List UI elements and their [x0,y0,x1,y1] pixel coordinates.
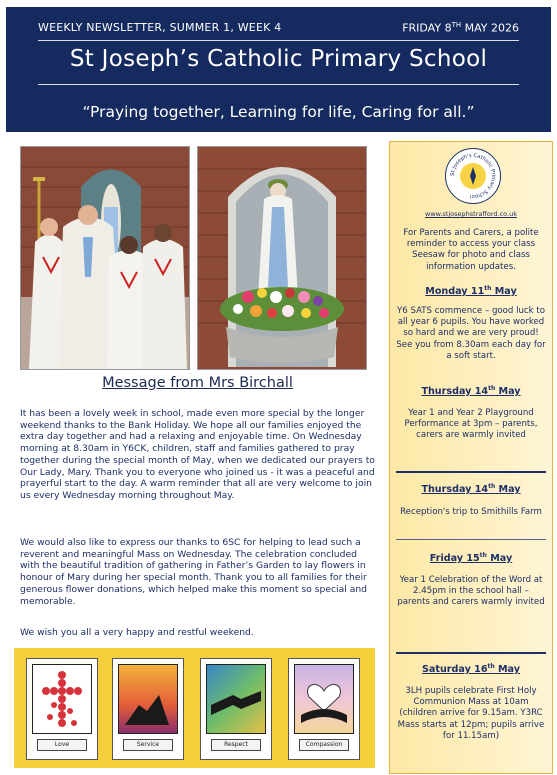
message-paragraph-2: We would also like to express our thanks to 6SC for helping to lead such a reverent and meaningful Mass on Wednesday. The celebration concluded with the beautiful tradition of gathering in Father’s Garden to lay flowers in honour of Mary during her special month. Thank you to all families for their generous flower donations, which helped make this moment so special and memorable. [20,537,367,607]
event-1-suffix: th [484,285,492,292]
seesaw-reminder: For Parents and Carers, a polite reminder to access your class Seesaw for photo and class information updates. [403,228,539,272]
event-3-day: Thursday 14 [421,484,489,496]
event-3-text: Reception's trip to Smithills Farm [400,507,542,517]
event-5-day: Saturday 16 [422,664,488,676]
event-4-suffix: th [479,552,487,559]
issue-date [402,21,519,35]
event-1-month: May [491,286,517,298]
event-3-heading [390,483,552,495]
event-2-heading [390,385,552,397]
photo-altar-servers [20,146,190,370]
header-rule-bottom [38,84,519,85]
logo-lettering: St Joseph's Catholic Primary School [449,152,497,200]
school-website-link[interactable]: www.stjosephstrafford.co.uk [425,210,517,218]
event-3-month: May [495,484,521,496]
event-2-suffix: th [488,385,496,392]
date-day: FRIDAY 8 [402,21,452,35]
artwork-label-love: Love [37,739,87,751]
event-4-text: Year 1 Celebration of the Word at 2.45pm in the school hall – parents and carers warmly invited [397,575,545,608]
header-rule-top [38,40,519,41]
artwork-image-service [118,664,178,734]
event-4-day: Friday 15 [429,553,480,565]
artwork-frame-compassion [288,658,360,760]
sidebar-divider-1 [396,471,546,473]
event-2-day: Thursday 14 [421,386,489,398]
artwork-frame-service [112,658,184,760]
date-suffix: TH [451,21,462,29]
event-4-heading [390,552,552,564]
event-3-suffix: th [488,483,496,490]
sidebar-divider-3 [396,652,546,654]
artwork-label-compassion: Compassion [299,739,349,751]
message-paragraph-1: It has been a lovely week in school, made even more special by the longer weekend thanks to the Bank Holiday. We hope all our families enjoyed the extra day together and had a relaxing and enjoyable time. On Wednesday morning at 8.30am in Y6CK, children, staff and families gathered to pray together during the special month of May, when we dedicated our prayers to Our Lady, Mary. Thank you to everyone who joined us - it was a peaceful and prayerful start to the day. A warm reminder that all are very welcome to join us every Wednesday morning throughout May. [20,408,375,501]
artwork-image-respect [206,664,266,734]
date-rest: MAY 2026 [461,21,519,35]
artwork-frame-love [26,658,98,760]
artwork-label-respect: Respect [211,739,261,751]
event-1-heading [390,285,552,297]
event-5-heading [390,663,552,675]
event-4-month: May [486,553,513,565]
artwork-image-compassion [294,664,354,734]
message-title: Message from Mrs Birchall [102,375,293,391]
event-5-text: 3LH pupils celebrate First Holy Communion Mass at 10am (children arrive for 9.15am. Y3RC Mass starts at 12pm; pupils arrive for 11.15am) [397,686,545,741]
message-paragraph-3: We wish you all a very happy and restful weekend. [20,627,254,638]
school-logo [445,148,501,204]
artwork-label-service: Service [123,739,173,751]
artwork-gallery [14,648,375,768]
event-2-month: May [495,386,521,398]
event-2-text: Year 1 and Year 2 Playground Performance at 3pm – parents, carers are warmly invited [404,408,538,441]
edition-label: WEEKLY NEWSLETTER, SUMMER 1, WEEK 4 [38,21,282,34]
photo-mary-statue [197,146,367,370]
artwork-image-love [32,664,92,734]
event-5-month: May [494,664,520,676]
sidebar-panel [389,141,553,774]
artwork-frame-respect [200,658,272,760]
school-name: St Joseph’s Catholic Primary School [69,46,488,72]
event-1-day: Monday 11 [425,286,485,298]
event-1-text: Y6 SATS commence – good luck to all year 6 pupils. You have worked so hard and we are very proud! See you from 8.30am each day for a soft start. [396,306,546,361]
school-motto: “Praying together, Learning for life, Caring for all.” [82,103,475,121]
sidebar-divider-2 [396,539,546,540]
newsletter-header [6,7,551,132]
event-5-suffix: th [487,663,495,670]
